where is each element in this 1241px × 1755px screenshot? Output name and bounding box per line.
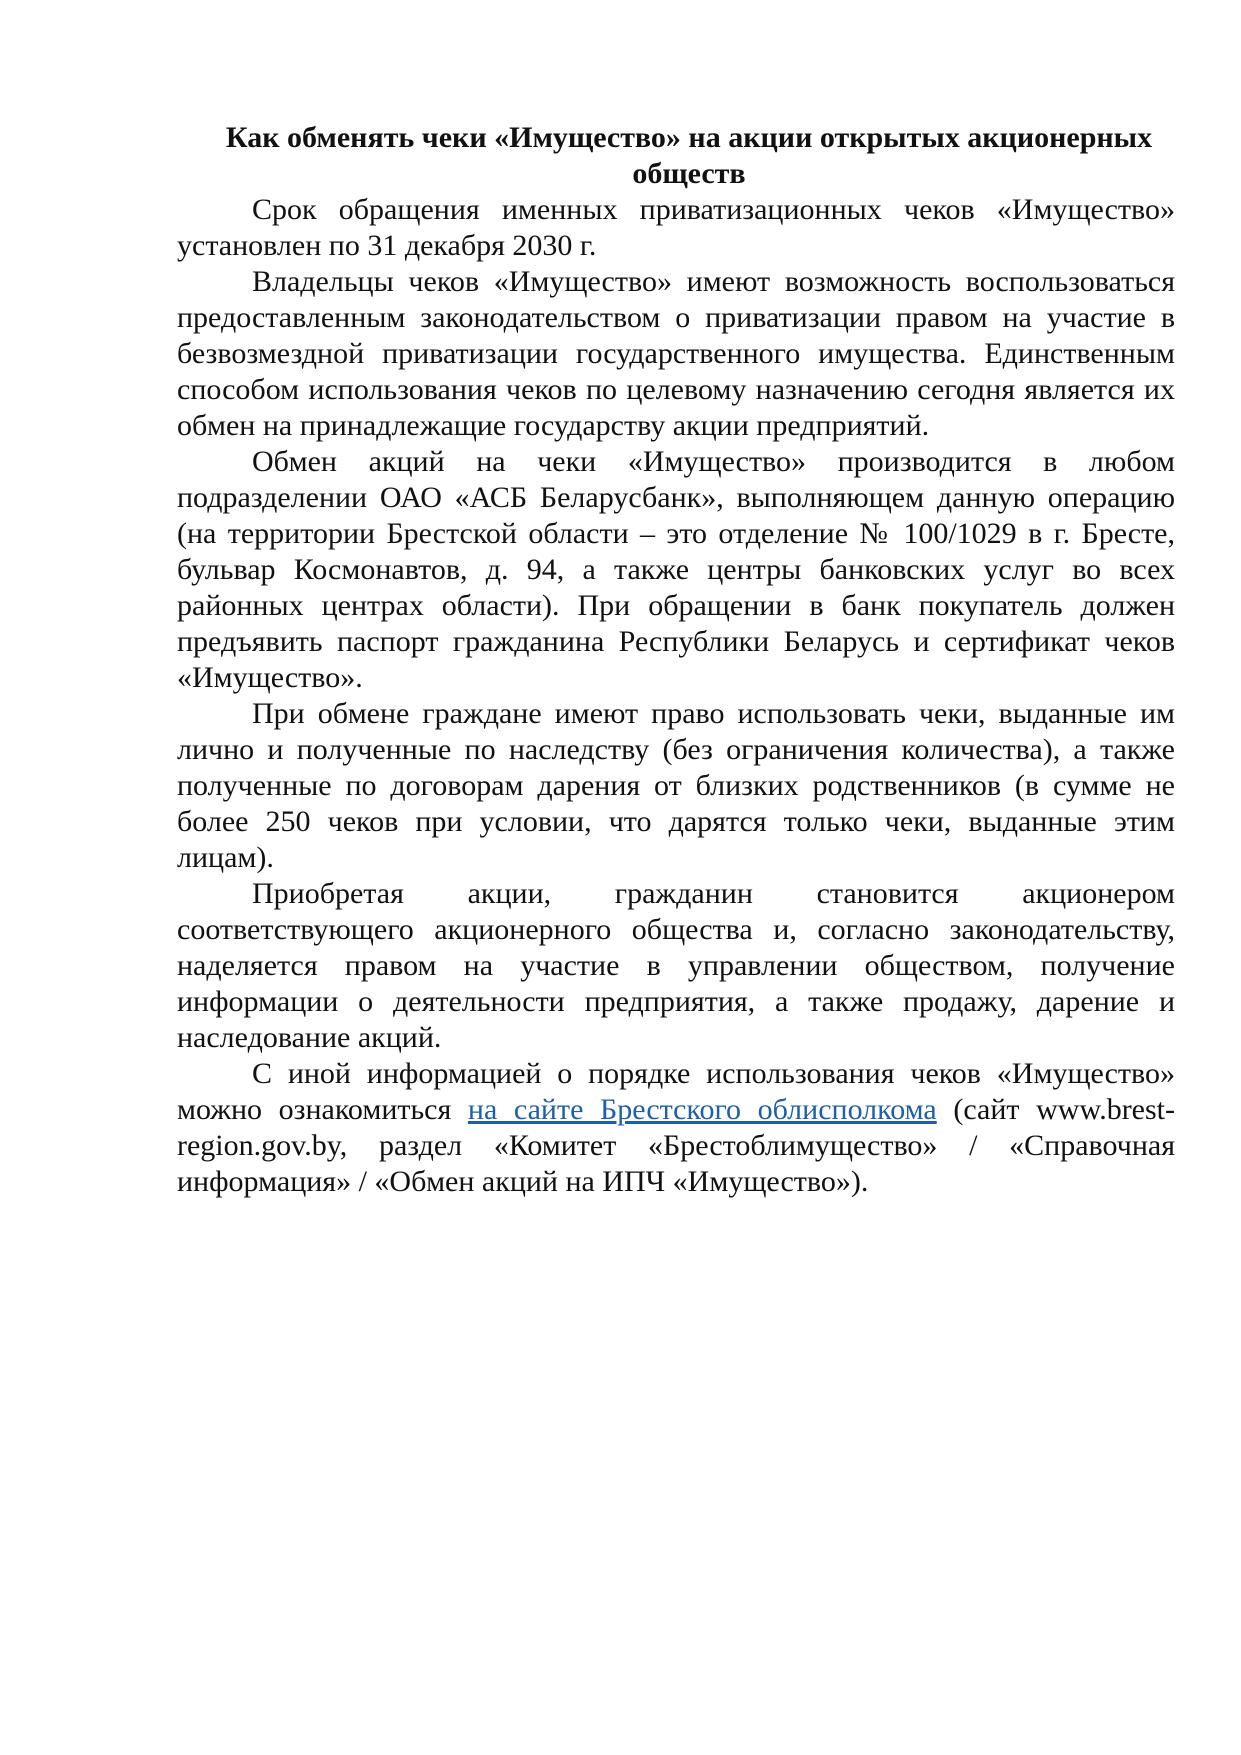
- more-info-text-after: (сайт www.brest-region.gov.by, раздел «Комитет «Брестоблимущество» / «Справочная информация» / «Обмен акций на ИПЧ «Имущество»).: [177, 1093, 1175, 1198]
- more-info-text-before: С иной информацией о порядке использования чеков «Имущество» можно ознакомиться: [177, 1057, 1175, 1126]
- document-body: [177, 120, 1175, 1200]
- paragraph-exchange: Обмен акций на чеки «Имущество» производится в любом подразделении ОАО «АСБ Беларусбанк», выполняющем данную операцию (на территории Брестской области – это отделение № 100/1029 в г. Бресте, бульвар Космонавтов, д. 94, а также центры банковских услуг во всех районных центрах области). При обращении в банк покупатель должен предъявить паспорт гражданина Республики Беларусь и сертификат чеков «Имущество».: [177, 445, 1175, 694]
- paragraph-owners: Владельцы чеков «Имущество» имеют возможность воспользоваться предоставленным законодательством о приватизации правом на участие в безвозмездной приватизации государственного имущества. Единственным способом использования чеков по целевому назначению сегодня является их обмен на принадлежащие государству акции предприятий.: [177, 265, 1175, 442]
- paragraph-shareholder: Приобретая акции, гражданин становится акционером соответствующего акционерного общества и, согласно законодательству, наделяется правом на участие в управлении обществом, получение информации о деятельности предприятия, а также продажу, дарение и наследование акций.: [177, 877, 1175, 1054]
- paragraph-more-info: [177, 1056, 1175, 1200]
- paragraph-rights: При обмене граждане имеют право использовать чеки, выданные им лично и полученные по наследству (без ограничения количества), а также полученные по договорам дарения от близких родственников (в сумме не более 250 чеков при условии, что дарятся только чеки, выданные этим лицам).: [177, 697, 1175, 874]
- document-title: Как обменять чеки «Имущество» на акции открытых акционерных обществ: [225, 121, 1153, 190]
- oblispolkom-site-link[interactable]: на сайте Брестского облисполкома: [467, 1093, 937, 1126]
- paragraph-validity: Срок обращения именных приватизационных чеков «Имущество» установлен по 31 декабря 2030 г.: [177, 193, 1175, 262]
